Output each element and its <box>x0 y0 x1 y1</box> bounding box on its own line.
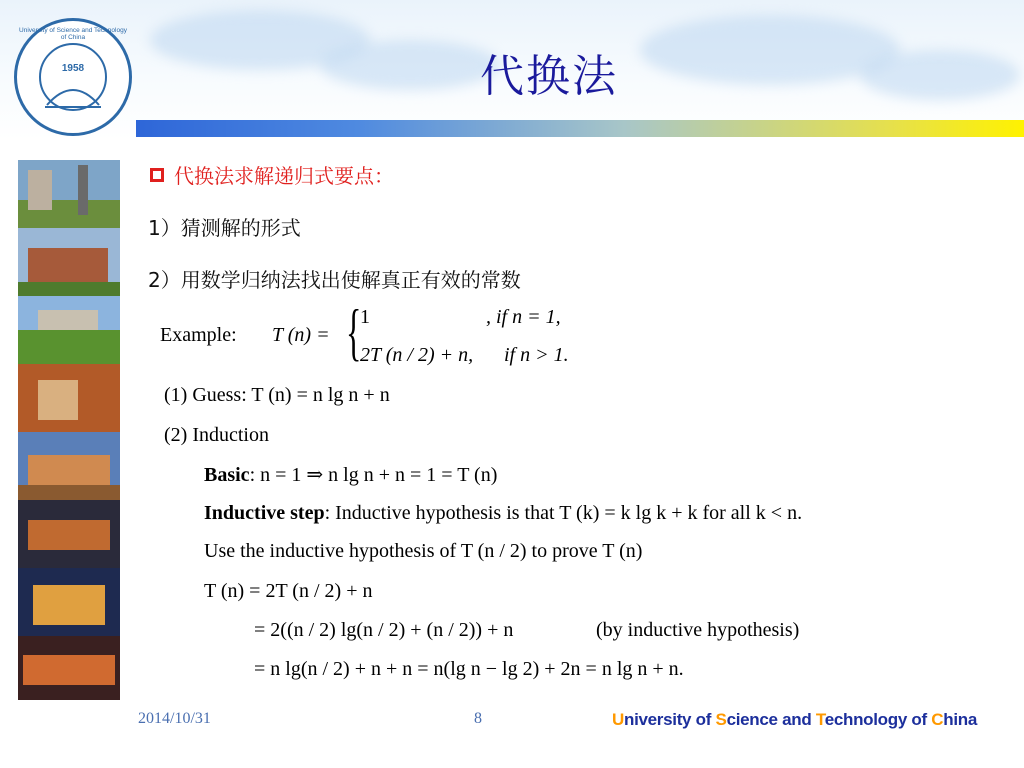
footer-university-name <box>612 710 977 730</box>
equation-2-note: (by inductive hypothesis) <box>596 619 800 641</box>
inductive-text: : Inductive hypothesis is that T (k) = k lg k + k for all k < n. <box>324 502 803 524</box>
footer-rest-t: echnology of <box>824 710 932 729</box>
induction-heading: (2) Induction <box>164 424 269 446</box>
case2-value: 2T (n / 2) + n, <box>360 344 474 366</box>
university-logo <box>14 18 132 136</box>
logo-ring-text: University of Science and Technology of China <box>19 27 127 41</box>
equation-2: = 2((n / 2) lg(n / 2) + (n / 2)) + n <box>254 619 514 641</box>
main-bullet <box>150 160 394 189</box>
title-gradient-bar <box>136 120 1024 137</box>
footer-cap-t: T <box>815 710 825 729</box>
example-lhs: T (n) = <box>272 324 330 346</box>
basic-text: : n = 1 ⇒ n lg n + n = 1 = T (n) <box>249 464 498 486</box>
step-1: 1）猜测解的形式 <box>148 216 301 240</box>
case1-condition: , if n = 1, <box>486 306 561 328</box>
step-2: 2）用数学归纳法找出使解真正有效的常数 <box>148 268 521 292</box>
footer-cap-u: U <box>612 710 624 729</box>
basic-label: Basic <box>204 464 250 486</box>
footer-rest-c: hina <box>943 710 978 729</box>
case2-condition: if n > 1. <box>504 344 569 366</box>
logo-year: 1958 <box>61 63 85 74</box>
footer-cap-c: C <box>931 710 944 729</box>
campus-photo-strip <box>18 160 120 700</box>
footer-page-number: 8 <box>474 710 482 727</box>
case1-value: 1 <box>360 306 370 328</box>
brace-symbol: { <box>346 296 362 367</box>
logo-bridge-icon <box>41 75 105 115</box>
bullet-text: 代换法求解递归式要点： <box>174 164 394 188</box>
campus-photos-image <box>18 160 120 700</box>
footer-cap-s: S <box>715 710 727 729</box>
logo-emblem <box>39 43 107 111</box>
example-label: Example: <box>160 324 237 346</box>
inductive-label: Inductive step <box>204 502 325 524</box>
footer-rest-s: cience and <box>726 710 816 729</box>
footer-rest-u: niversity of <box>623 710 716 729</box>
bullet-square-icon <box>150 168 164 182</box>
use-hypothesis-line: Use the inductive hypothesis of T (n / 2) to prove T (n) <box>204 540 643 562</box>
footer-date: 2014/10/31 <box>138 710 211 727</box>
guess-line: (1) Guess: T (n) = n lg n + n <box>164 384 390 406</box>
basic-line <box>204 462 497 487</box>
inductive-line <box>204 502 802 525</box>
equation-1: T (n) = 2T (n / 2) + n <box>204 580 373 602</box>
slide-title: 代换法 <box>480 51 618 102</box>
equation-3: = n lg(n / 2) + n + n = n(lg n − lg 2) + 2n = n lg n + n. <box>254 658 684 680</box>
